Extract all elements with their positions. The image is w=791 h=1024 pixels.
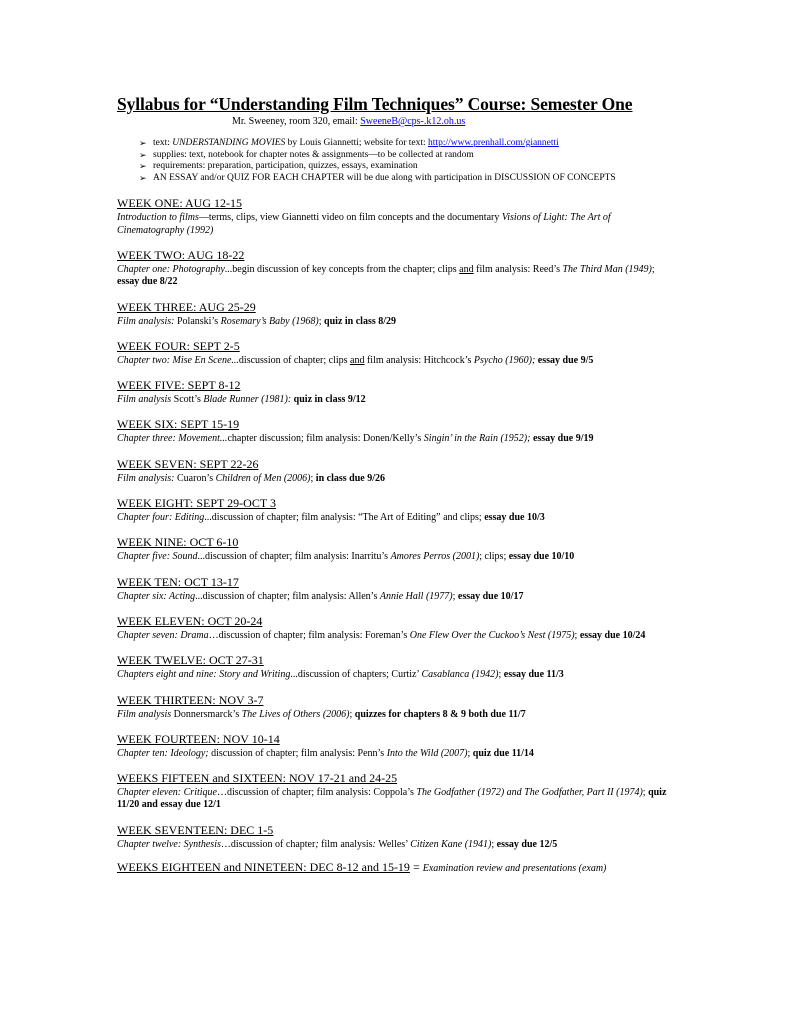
course-info-text: by Louis Giannetti; website for text:: [285, 138, 429, 148]
due-note: essay due 9/19: [532, 433, 594, 445]
italic-text: Film analysis: [117, 708, 172, 720]
week-description: [117, 433, 677, 445]
description-text: Donnersmarck’s: [171, 708, 242, 720]
week-description: [117, 839, 677, 851]
week-title: WEEK THREE: AUG 25-29: [117, 299, 256, 314]
course-info-item: [139, 173, 677, 185]
page-title: Syllabus for “Understanding Film Techniques” Course: Semester One: [117, 94, 633, 114]
final-weeks-desc: Examination review and presentations (exam): [422, 863, 607, 875]
description-text: and: [459, 263, 474, 275]
description-text: film analysis: Reed’s: [473, 263, 563, 275]
description-text: ...discussion of chapters; Curtiz’: [290, 669, 422, 681]
description-text: ;: [310, 472, 316, 484]
description-text: ;: [642, 787, 649, 799]
syllabus-document: [117, 94, 677, 876]
week-entry: [117, 298, 677, 328]
due-note: essay due 8/22: [117, 276, 178, 288]
course-info-item: [139, 161, 677, 173]
due-note: essay due 10/3: [484, 512, 545, 524]
final-weeks: [117, 860, 677, 876]
week-entry: [117, 691, 677, 721]
description-text: Scott’s: [171, 394, 204, 406]
week-title: WEEK TWO: AUG 18-22: [117, 247, 245, 262]
description-text: ...discussion of chapter; film analysis: Allen’s: [195, 590, 380, 602]
week-entry: [117, 455, 677, 485]
due-note: quiz in class 9/12: [293, 394, 366, 406]
due-note: essay due 10/17: [457, 590, 524, 602]
week-title: WEEK ELEVEN: OCT 20-24: [117, 613, 263, 628]
italic-text: Chapters eight and nine: Story and Writing: [117, 669, 291, 681]
week-description: [117, 212, 677, 237]
course-info-text: requirements: preparation, participation, quizzes, essays, examination: [153, 161, 418, 172]
italic-text: Visions of Light: The Art of Cinematography (1992): [117, 212, 611, 236]
description-text: ;: [318, 315, 325, 327]
week-entry: [117, 612, 677, 642]
italic-text: Rosemary’s Baby (1968): [220, 315, 319, 327]
week-entry: [117, 415, 677, 445]
course-info-item: [139, 150, 677, 162]
week-description: [117, 473, 677, 485]
description-text: …discussion of chapter; film analysis: Coppola’s: [216, 787, 417, 799]
italic-text: Chapter two: Mise En Scene...: [117, 354, 239, 366]
due-note: quiz in class 8/29: [324, 315, 397, 327]
italic-text: Chapter one: Photography: [117, 263, 225, 275]
description-text: ;: [452, 590, 458, 602]
course-info-list: [139, 138, 677, 184]
arrow-bullet-icon: ➢: [139, 138, 147, 148]
italic-text: Film analysis:: [117, 315, 175, 327]
italic-text: Children of Men (2006): [215, 472, 311, 484]
due-note: essay due 9/5: [537, 354, 594, 366]
due-note: in class due 9/26: [315, 472, 385, 484]
course-info-item: [139, 138, 677, 150]
email-link[interactable]: SweeneB@cps-.k12.oh.us: [360, 116, 466, 127]
arrow-bullet-icon: ➢: [139, 172, 147, 183]
due-note: quiz 11/20 and essay due 12/1: [117, 787, 667, 811]
italic-text: Annie Hall (1977): [379, 590, 453, 602]
description-text: ;: [574, 629, 580, 641]
italic-text: The Third Man (1949): [562, 263, 652, 275]
description-text: …discussion of chapter: [220, 838, 316, 850]
week-entry: [117, 376, 677, 406]
week-description: [117, 748, 677, 760]
week-schedule: [117, 194, 677, 851]
italic-text: Film analysis:: [117, 472, 175, 484]
italic-text: Blade Runner (1981):: [203, 394, 292, 406]
italic-text: Casablanca (1942): [421, 669, 499, 681]
week-description: [117, 316, 677, 328]
description-text: ;: [349, 708, 355, 720]
due-note: essay due 10/24: [579, 629, 646, 641]
week-description: [117, 355, 677, 367]
italic-text: Into the Wild (2007): [386, 747, 468, 759]
italic-text: Chapter eleven: Critique: [117, 787, 217, 799]
italic-text: Introduction to films: [117, 212, 199, 224]
description-text: ;: [651, 263, 655, 275]
week-title: WEEK TWELVE: OCT 27-31: [117, 653, 264, 668]
italic-text: Chapter six: Acting: [117, 590, 196, 602]
week-entry: [117, 730, 677, 760]
week-description: [117, 264, 677, 289]
course-info-text: AN ESSAY and/or QUIZ FOR EACH CHAPTER will be due along with participation in DISCUSSION OF CONCEPTS: [153, 172, 616, 183]
italic-text: Psycho (1960);: [473, 354, 536, 366]
week-title: WEEK TEN: OCT 13-17: [117, 574, 239, 589]
description-text: ;: [498, 669, 504, 681]
arrow-bullet-icon: ➢: [139, 149, 147, 160]
week-title: WEEK EIGHT: SEPT 29-OCT 3: [117, 496, 276, 511]
due-note: essay due 12/5: [496, 838, 558, 850]
week-description: [117, 787, 677, 812]
website-link[interactable]: http://www.prenhall.com/giannetti: [428, 138, 559, 148]
week-title: WEEK FOURTEEN: NOV 10-14: [117, 731, 280, 746]
week-title: WEEKS FIFTEEN and SIXTEEN: NOV 17-21 and 24-25: [117, 771, 398, 786]
description-text: discussion of chapter; clips: [238, 354, 351, 366]
book-title: UNDERSTANDING MOVIES: [172, 138, 286, 148]
description-text: ...discussion of chapter; film analysis: “The Art of Editing” and clips;: [204, 512, 485, 524]
due-note: essay due 11/3: [503, 669, 564, 681]
italic-text: Chapter ten: Ideology;: [117, 747, 209, 759]
due-note: essay due 10/10: [508, 551, 575, 563]
week-title: WEEK SEVEN: SEPT 22-26: [117, 456, 259, 471]
week-description: [117, 512, 677, 524]
description-text: ...discussion of chapter; film analysis: Inarritu’s: [197, 551, 391, 563]
description-text: chapter discussion; film analysis: Donen/Kelly’s: [227, 433, 424, 445]
due-note: quizzes for chapters 8 & 9 both due 11/7: [354, 708, 526, 720]
week-entry: [117, 246, 677, 289]
week-entry: [117, 821, 677, 851]
description-text: film analysis: Hitchcock’s: [364, 354, 474, 366]
course-info-text: text:: [153, 138, 173, 148]
description-text: ; clips;: [479, 551, 509, 563]
italic-text: Amores Perros (2001): [390, 551, 480, 563]
final-weeks-sep: =: [409, 860, 423, 875]
italic-text: Chapter five: Sound: [117, 551, 198, 563]
description-text: ;: [467, 747, 473, 759]
description-text: discussion of chapter; film analysis: Penn’s: [208, 747, 387, 759]
italic-text: Chapter four: Editing: [117, 512, 205, 524]
description-text: …discussion of chapter; film analysis: Foreman’s: [208, 629, 410, 641]
description-text: film analysis: [318, 838, 373, 850]
week-entry: [117, 573, 677, 603]
author-line: [232, 116, 677, 128]
week-description: [117, 591, 677, 603]
italic-text: Chapter seven: Drama: [117, 629, 209, 641]
italic-text: Singin’ in the Rain (1952);: [423, 433, 531, 445]
description-text: ;: [491, 838, 497, 850]
week-title: WEEK THIRTEEN: NOV 3-7: [117, 692, 264, 707]
week-entry: [117, 651, 677, 681]
due-note: quiz due 11/14: [472, 747, 534, 759]
week-entry: [117, 494, 677, 524]
description-text: —terms, clips, view Giannetti video on film concepts and the documentary: [198, 212, 502, 224]
week-entry: [117, 533, 677, 563]
italic-text: ;: [315, 838, 319, 850]
description-text: ...begin discussion of key concepts from the chapter; clips: [224, 263, 460, 275]
week-title: WEEK SEVENTEEN: DEC 1-5: [117, 822, 274, 837]
italic-text: Chapter three: Movement...: [117, 433, 228, 445]
week-entry: [117, 337, 677, 367]
description-text: Welles’: [375, 838, 411, 850]
course-info-text: supplies: text, notebook for chapter notes & assignments—to be collected at random: [153, 149, 474, 160]
italic-text: Chapter twelve: Synthesis: [117, 838, 221, 850]
italic-text: Film analysis: [117, 394, 172, 406]
author-text: Mr. Sweeney, room 320, email:: [232, 116, 361, 127]
week-description: [117, 669, 677, 681]
description-text: Cuaron’s: [174, 472, 216, 484]
italic-text: The Lives of Others (2006): [241, 708, 350, 720]
week-title: WEEK SIX: SEPT 15-19: [117, 417, 240, 432]
week-entry: [117, 769, 677, 812]
description-text: Polanski’s: [174, 315, 221, 327]
week-description: [117, 551, 677, 563]
week-description: [117, 709, 677, 721]
italic-text: One Flew Over the Cuckoo’s Nest (1975): [409, 629, 575, 641]
week-description: [117, 630, 677, 642]
week-title: WEEK NINE: OCT 6-10: [117, 535, 239, 550]
description-text: and: [350, 354, 365, 366]
italic-text: :: [372, 838, 376, 850]
week-title: WEEK ONE: AUG 12-15: [117, 196, 242, 211]
week-entry: [117, 194, 677, 237]
arrow-bullet-icon: ➢: [139, 161, 147, 172]
final-weeks-title: WEEKS EIGHTEEN and NINETEEN: DEC 8-12 and 15-19: [117, 860, 410, 875]
week-title: WEEK FOUR: SEPT 2-5: [117, 338, 240, 353]
week-title: WEEK FIVE: SEPT 8-12: [117, 378, 241, 393]
italic-text: The Godfather (1972) and The Godfather, Part II (1974): [416, 787, 643, 799]
week-description: [117, 394, 677, 406]
italic-text: Citizen Kane (1941): [410, 838, 492, 850]
